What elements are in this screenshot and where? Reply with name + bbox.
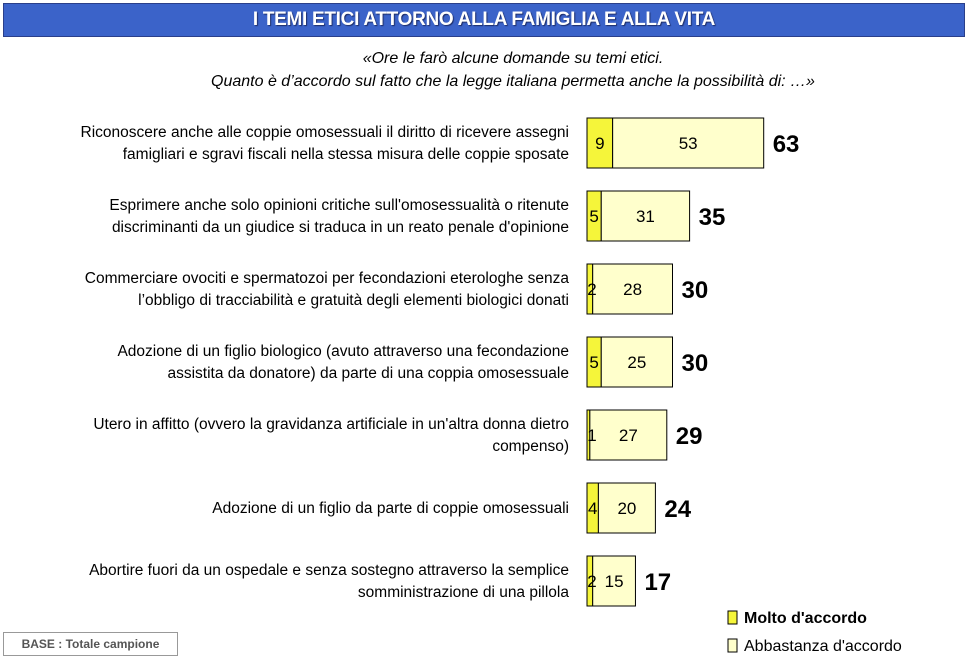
category-label: famigliari e sgravi fiscali nella stessa misura delle coppie sposate	[122, 146, 569, 163]
total-label: 24	[664, 496, 692, 523]
category-label: Utero in affitto (ovvero la gravidanza artificiale in un'altra donna dietro	[93, 416, 569, 433]
category-label: Adozione di un figlio da parte di coppie omosessuali	[212, 500, 569, 517]
subtitle-line-2: Quanto è d’accordo sul fatto che la legge italiana permetta anche la possibilità di: …»	[211, 73, 815, 90]
category-label: Riconoscere anche alle coppie omosessuali il diritto di ricevere assegni	[80, 124, 569, 141]
value-label-abbastanza: 28	[623, 280, 643, 299]
base-note: BASE : Totale campione	[3, 632, 178, 656]
value-label-abbastanza: 25	[627, 353, 647, 372]
total-label: 30	[681, 350, 709, 377]
total-label: 17	[644, 569, 672, 596]
value-label-abbastanza: 31	[635, 207, 655, 226]
value-label-abbastanza: 15	[604, 572, 624, 591]
subtitle-line-1: «Ore le farò alcune domande su temi etici.	[362, 50, 664, 67]
legend-label-abbastanza: Abbastanza d'accordo	[744, 638, 902, 655]
chart-title: I TEMI ETICI ATTORNO ALLA FAMIGLIA E ALLA VITA	[3, 3, 965, 37]
legend-swatch-molto	[728, 611, 737, 624]
category-label: somministrazione di una pillola	[357, 584, 569, 601]
value-label-abbastanza: 27	[618, 426, 638, 445]
value-label-molto: 1	[587, 426, 597, 445]
total-label: 35	[698, 204, 726, 231]
value-label-abbastanza: 53	[678, 134, 698, 153]
total-label: 29	[675, 423, 703, 450]
value-label-molto: 5	[589, 207, 599, 226]
value-label-molto: 2	[587, 280, 597, 299]
category-label: Commerciare ovociti e spermatozoi per fecondazioni eterologhe senza	[84, 270, 569, 287]
category-label: l’obbligo di tracciabilità e gratuità degli elementi biologici donati	[138, 292, 569, 309]
category-label: assistita da donatore) da parte di una coppia omosessuale	[167, 365, 569, 382]
total-label: 30	[681, 277, 709, 304]
category-label: Abortire fuori da un ospedale e senza sostegno attraverso la semplice	[89, 562, 569, 579]
category-label: discriminanti da un giudice si traduca in un reato penale d'opinione	[111, 219, 569, 236]
category-label: compenso)	[492, 438, 569, 455]
total-label: 63	[772, 131, 800, 158]
legend-label-molto: Molto d'accordo	[744, 610, 867, 627]
value-label-molto: 4	[587, 499, 598, 518]
category-label: Esprimere anche solo opinioni critiche sull'omosessualità o ritenute	[109, 197, 569, 214]
category-label: Adozione di un figlio biologico (avuto attraverso una fecondazione	[117, 343, 569, 360]
value-label-abbastanza: 20	[617, 499, 637, 518]
value-label-molto: 2	[587, 572, 597, 591]
value-label-molto: 5	[589, 353, 599, 372]
legend-swatch-abbastanza	[728, 639, 737, 652]
value-label-molto: 9	[595, 134, 605, 153]
